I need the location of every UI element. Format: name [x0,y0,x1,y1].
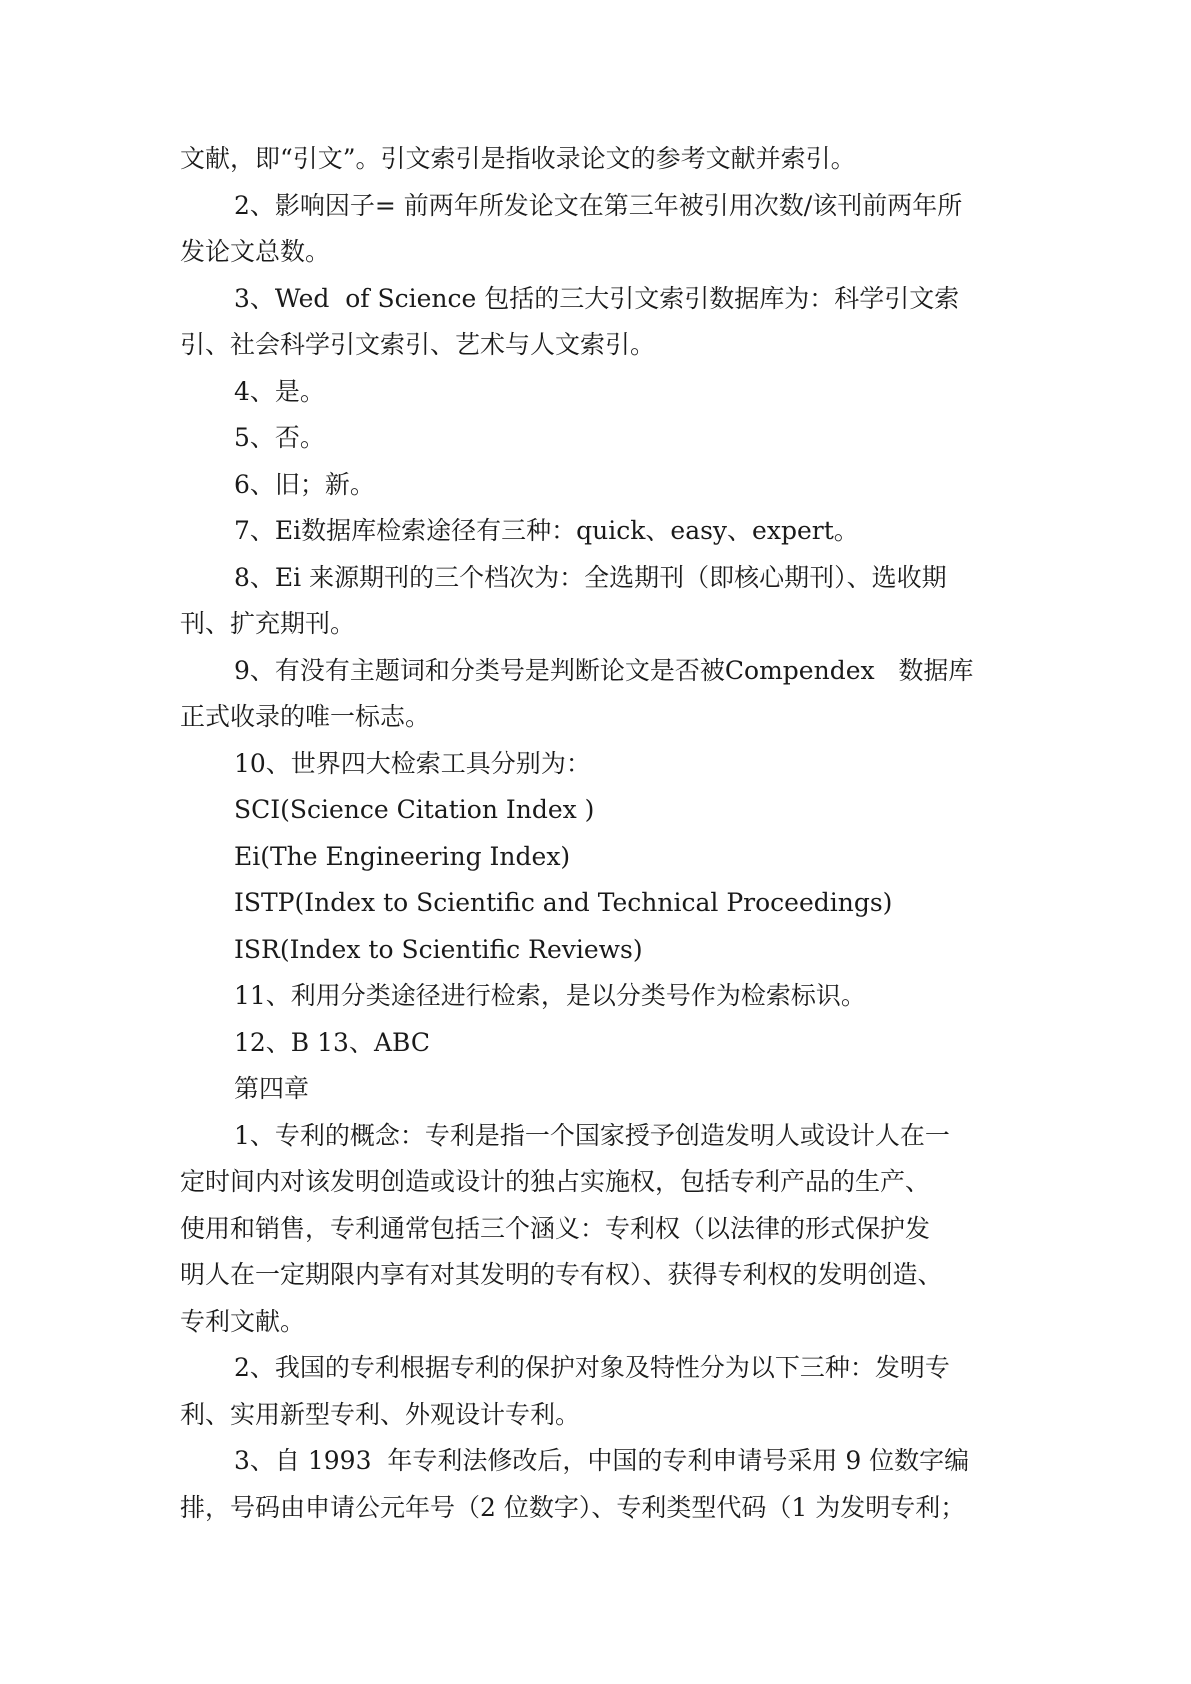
text-line: 9、有没有主题词和分类号是判断论文是否被Compendex 数据库 [234,655,974,685]
text-line: 文献，即“引文”。引文索引是指收录论文的参考文献并索引。 [180,144,856,173]
text-line: 专利文献。 [180,1306,306,1336]
text-line: 5、否。 [234,423,325,452]
text-line: 4、是。 [234,376,325,406]
text-line: 明人在一定期限内享有对其发明的专有权）、获得专利权的发明创造、 [180,1260,943,1289]
text-line: SCI(Science Citation Index ) [234,795,595,824]
text-line: 2、影响因子= 前两年所发论文在第三年被引用次数/该刊前两年所 [234,190,963,220]
text-line: 刊、扩充期刊。 [180,609,356,638]
text-line: 排，号码由申请公元年号（2 位数字）、专利类型代码（1 为发明专利； [180,1492,966,1522]
text-line: 发论文总数。 [180,237,331,266]
text-line: 2、我国的专利根据专利的保护对象及特性分为以下三种：发明专 [234,1353,950,1382]
text-line: 使用和销售，专利通常包括三个涵义：专利权（以法律的形式保护发 [180,1213,931,1243]
text-line: 利、实用新型专利、外观设计专利。 [180,1399,581,1429]
text-line: 10、世界四大检索工具分别为： [234,748,591,778]
text-line: ISR(Index to Scientific Reviews) [234,934,643,964]
text-line: 定时间内对该发明创造或设计的独占实施权，包括专利产品的生产、 [180,1167,931,1196]
text-line: 3、自 1993 年专利法修改后，中国的专利申请号采用 9 位数字编 [234,1446,970,1475]
text-line: 8、Ei 来源期刊的三个档次为：全选期刊（即核心期刊）、选收期 [234,562,947,592]
text-line: 第四章 [234,1074,310,1103]
text-line: 引、社会科学引文索引、艺术与人文索引。 [180,330,656,359]
text-line: 7、Ei数据库检索途径有三种：quick、easy、expert。 [234,516,859,545]
text-line: 11、利用分类途径进行检索，是以分类号作为检索标识。 [234,981,866,1010]
text-line: Ei(The Engineering Index) [234,841,571,871]
text-line: 3、Wed of Science 包括的三大引文索引数据库为：科学引文索 [234,283,960,313]
text-line: 6、旧；新。 [234,469,375,499]
text-line: ISTP(Index to Scientific and Technical Proceedings) [234,888,893,917]
text-line: 正式收录的唯一标志。 [180,702,431,731]
text-line: 1、专利的概念：专利是指一个国家授予创造发明人或设计人在一 [234,1120,950,1150]
document-body [180,136,1020,1531]
text-line: 12、B 13、ABC [234,1027,430,1057]
